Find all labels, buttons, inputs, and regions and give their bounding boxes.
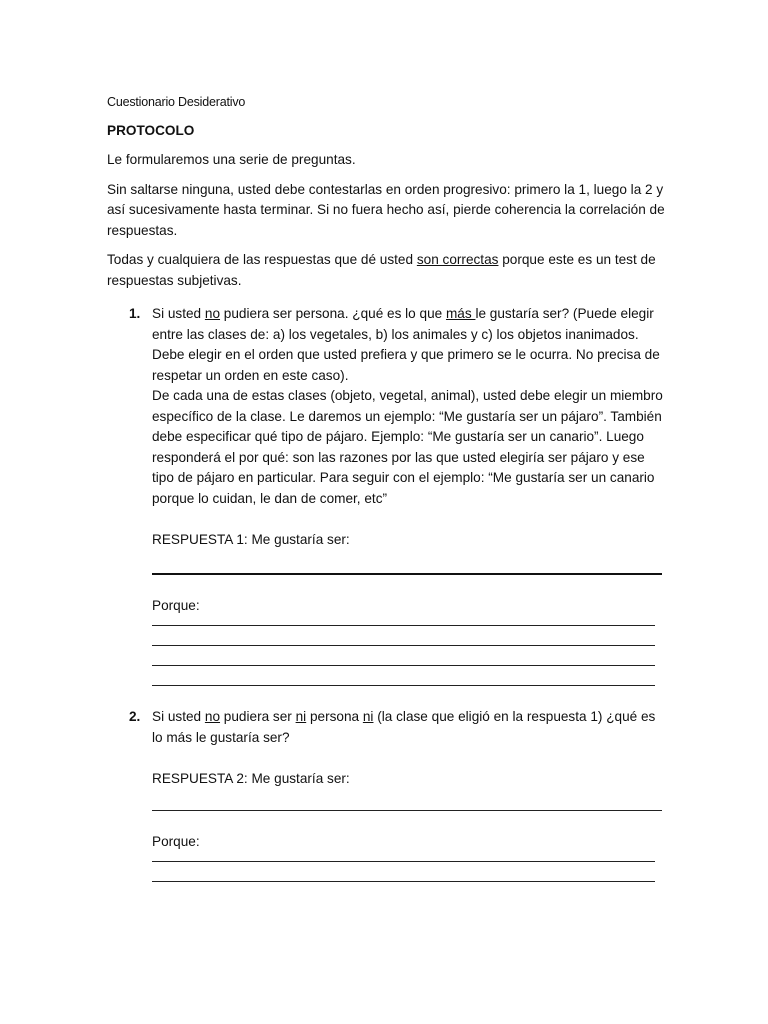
note-emphasis: son correctas bbox=[416, 252, 499, 267]
question-2 bbox=[107, 707, 667, 882]
question-underlined-word: más bbox=[445, 306, 476, 321]
note-text-after: porque este es un test de respuestas subjetivas. bbox=[107, 252, 656, 288]
question-text-part: Si usted bbox=[152, 306, 205, 321]
answer-line[interactable] bbox=[152, 810, 662, 811]
because-label: Porque: bbox=[152, 833, 200, 849]
question-explanation: De cada una de estas clases (objeto, vegetal, animal), usted debe elegir un miembro específico de la clase. Le daremos un ejemplo: “Me gustaría ser un pájaro”. También debe especificar qué tipo de pájaro. Ejemplo: “Me gustaría ser un canario”. Luego responderá el por qué: son las razones por las que usted elegiría ser pájaro y ese tipo de pájaro en particular. Para seguir con el ejemplo: “Me gustaría ser un canario porque lo cuidan, le dan de comer, etc” bbox=[152, 388, 663, 506]
question-text-part: persona bbox=[306, 709, 363, 724]
instructions-paragraph: Sin saltarse ninguna, usted debe contestarlas en orden progresivo: primero la 1, luego la 2 y así sucesivamente hasta terminar. Si no fuera hecho así, pierde coherencia la correlación de respuestas. bbox=[107, 181, 665, 238]
question-text-part: le gustaría ser? (Puede elegir entre las clases de: a) los vegetales, b) los animales y c) los objetos inanimados. Debe elegir en el orden que usted prefiera y que primero se le ocurra. No precisa de respetar un orden en este caso). bbox=[152, 306, 660, 383]
note-text-before: Todas y cualquiera de las respuestas que dé usted bbox=[107, 252, 417, 267]
question-underlined-word: no bbox=[204, 306, 221, 321]
answer-label: RESPUESTA 1: Me gustaría ser: bbox=[152, 532, 350, 547]
question-text-part: pudiera ser persona. ¿qué es lo que bbox=[220, 306, 446, 321]
answer-label: RESPUESTA 2: Me gustaría ser: bbox=[152, 771, 350, 786]
question-text-part: pudiera ser bbox=[220, 709, 296, 724]
intro-paragraph: Le formularemos una serie de preguntas. bbox=[107, 152, 356, 167]
document-title: Cuestionario Desiderativo bbox=[107, 95, 246, 109]
question-underlined-word: no bbox=[204, 709, 221, 724]
question-underlined-word: ni bbox=[362, 709, 374, 724]
because-line[interactable] bbox=[152, 861, 655, 862]
question-text-part: (la clase que eligió en la respuesta 1) ¿qué es lo más le gustaría ser? bbox=[152, 709, 656, 745]
question-text bbox=[152, 304, 667, 386]
question-number: 2. bbox=[129, 709, 141, 724]
question-number: 1. bbox=[129, 306, 141, 321]
question-text bbox=[152, 707, 667, 748]
because-label: Porque: bbox=[152, 597, 200, 613]
because-line[interactable] bbox=[152, 685, 655, 686]
because-line[interactable] bbox=[152, 645, 655, 646]
section-heading: PROTOCOLO bbox=[107, 122, 195, 138]
note-paragraph bbox=[107, 250, 667, 291]
question-text-part: Si usted bbox=[152, 709, 205, 724]
because-line[interactable] bbox=[152, 881, 655, 882]
answer-line[interactable] bbox=[152, 573, 662, 575]
because-line[interactable] bbox=[152, 665, 655, 666]
questionnaire-page bbox=[107, 92, 667, 882]
question-underlined-word: ni bbox=[295, 709, 307, 724]
question-1 bbox=[107, 304, 667, 686]
because-line[interactable] bbox=[152, 625, 655, 626]
